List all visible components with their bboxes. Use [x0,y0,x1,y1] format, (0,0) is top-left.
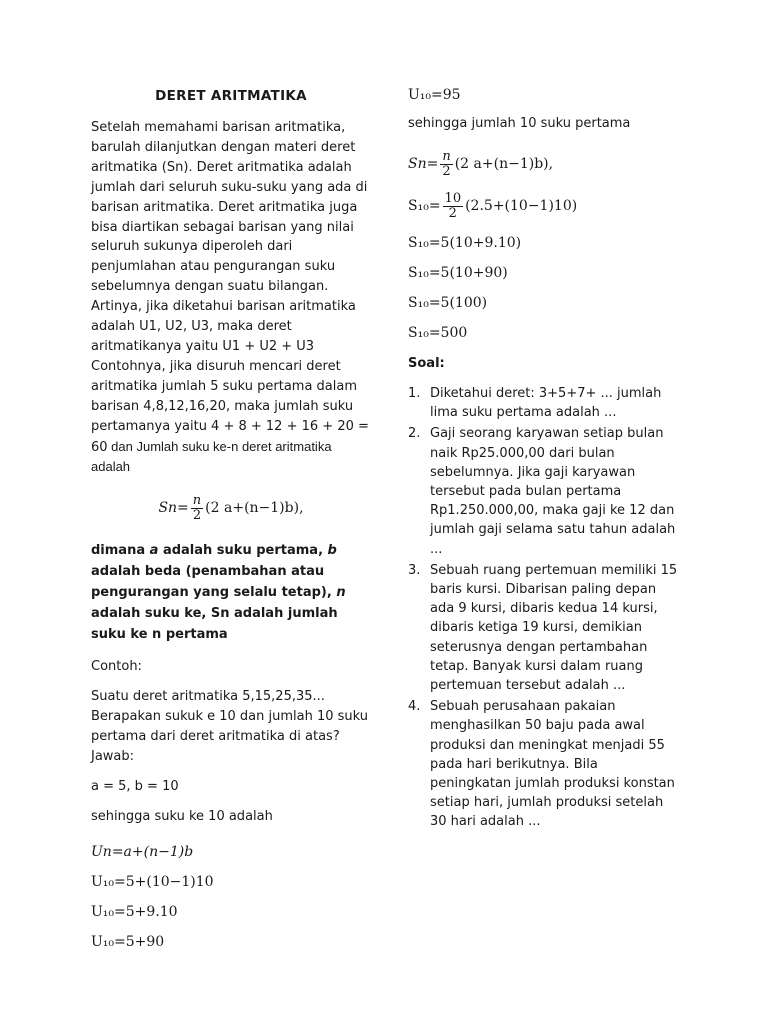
fraction-numerator: 10 [444,190,462,206]
equation-u10-result: U₁₀=95 [408,87,461,103]
intro-tail: dan Jumlah suku ke-n deret aritmatika adalah [91,438,332,475]
note-part-3: adalah beda (penambahan atau pengurangan yang selalu tetap), [91,564,337,601]
soal-list [408,384,678,832]
intro-paragraph [91,118,371,478]
suku-text: sehingga suku ke 10 adalah [91,809,273,825]
jumlah-text: sehingga jumlah 10 suku pertama [408,116,631,131]
fraction-denominator: 2 [192,507,202,523]
equation-s10-step-2: S₁₀=5(10+90) [408,265,508,281]
fraction-numerator: n [192,492,202,508]
equation-u10-step-2: U₁₀=5+9.10 [91,904,178,921]
formula-fraction [443,192,464,221]
intro-text: Setelah memahami barisan aritmatika, barulah dilanjutkan dengan materi deret aritmatika (Sn). Deret aritmatika adalah jumlah dari seluruh suku-suku yang ada di barisan aritmatika. Deret aritmatika juga bisa diartikan sebagai barisan yang nilai seluruh sukunya diperoleh dari penjumlahan atau pengurangan suku sebelumnya dengan suatu bilangan. Artinya, jika diketahui barisan aritmatika adalah U1, U2, U3, maka deret aritmatikanya yaitu U1 + U2 + U3 Contohnya, jika disuruh mencari deret aritmatika jumlah 5 suku pertama dalam barisan 4,8,12,16,20, maka jumlah suku pertamanya yaitu 4 + 8 + 12 + 16 + 20 = 60 [91,120,369,455]
list-item [408,697,678,831]
sum-formula-s10 [408,184,678,228]
fraction-numerator: n [442,148,451,164]
formula-fraction [191,494,203,523]
item-number: 3. [408,562,421,578]
note-part-2: adalah suku pertama, [158,543,328,559]
formula-fraction [440,150,452,179]
item-number: 1. [408,386,421,401]
item-text: Sebuah perusahaan pakaian menghasilkan 50 baju pada awal produksi dan meningkat menjadi 55 pada hari berikutnya. Bila peningkatan jumlah produksi konstan setiap hari, jumlah produksi setelah 30 hari adalah ... [430,699,675,830]
fraction-denominator: 2 [442,163,451,179]
page-title: DERET ARITMATIKA [155,88,307,104]
equation-u10-step-3: U₁₀=5+90 [91,934,165,951]
formula-rhs: (2 a+(n−1)b), [454,156,554,172]
sum-formula [91,486,371,530]
item-text: Sebuah ruang pertemuan memiliki 15 baris kursi. Dibarisan paling depan ada 9 kursi, dibaris kedua 14 kursi, dibaris ketiga 19 kursi, demikian seterusnya dengan pertambahan tetap. Banyak kursi dalam ruang pertemuan tersebut adalah ... [430,562,678,694]
formula-lhs: S₁₀= [408,198,441,214]
equation-un: Un=a+(n−1)b [91,844,194,861]
list-item [408,561,678,695]
sum-formula-right [408,144,678,184]
item-number: 4. [408,699,421,715]
item-text: Gaji seorang karyawan setiap bulan naik Rp25.000,00 dari bulan sebelumnya. Jika gaji karyawan tersebut pada bulan pertama Rp1.250.000,00, maka gaji ke 12 dan jumlah gaji selama satu tahun adalah ... [430,426,676,557]
formula-rhs: (2.5+(10−1)10) [465,198,578,214]
fraction-denominator: 2 [448,205,457,221]
contoh-text: Suatu deret aritmatika 5,15,25,35... Berapakan sukuk e 10 dan jumlah 10 suku pertama dari deret aritmatika di atas? Jawab: [91,689,369,765]
note-var-n: n [336,585,346,601]
given-values: a = 5, b = 10 [91,779,179,795]
note-var-a: a [149,543,159,559]
note-part-4: adalah suku ke, Sn adalah jumlah suku ke n pertama [91,606,338,643]
left-column [91,86,371,957]
equation-s10-step-3: S₁₀=5(100) [408,295,488,311]
definition-note [91,540,371,645]
right-column [408,86,678,834]
list-item [408,384,678,422]
soal-label: Soal: [408,356,445,371]
equation-s10-step-1: S₁₀=5(10+9.10) [408,235,522,251]
equation-s10-result: S₁₀=500 [408,325,468,341]
list-item [408,424,678,558]
formula-rhs: (2 a+(n−1)b), [205,500,304,517]
equation-u10-step-1: U₁₀=5+(10−1)10 [91,874,214,891]
contoh-label: Contoh: [91,659,142,675]
formula-lhs: Sn= [158,500,189,517]
item-text: Diketahui deret: 3+5+7+ ... jumlah lima suku pertama adalah ... [430,386,662,421]
item-number: 2. [408,426,421,442]
note-part-1: dimana [91,543,150,559]
formula-lhs: Sn= [408,156,439,172]
note-var-b: b [327,543,337,559]
